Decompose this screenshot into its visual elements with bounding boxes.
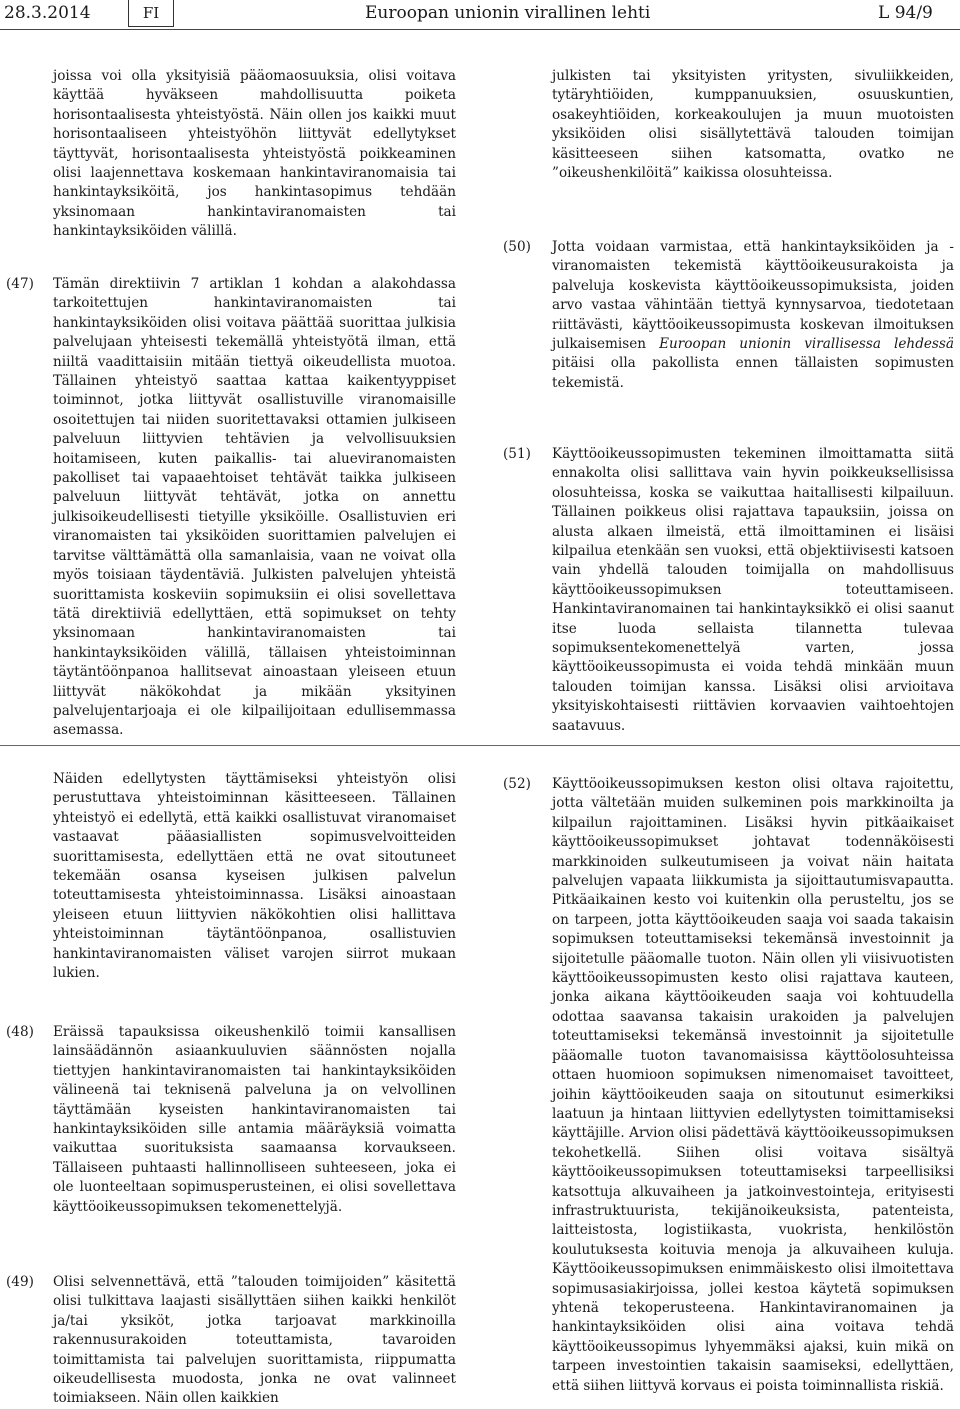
section-separator — [0, 745, 960, 746]
recital-49-text: Olisi selvennettävä, että ”talouden toimijoiden” käsitettä olisi tulkittava laajasti sisällyttäen siihen kaikki henkilöt ja/tai yksiköt, jotka tarjoavat markkinoilla rakennusurakoiden toteuttamista, tavaroiden toimittamista tai palvelujen suorittamista, riippumatta oikeudellisesta muodosta, jonka ne ovat valinneet toimiakseen. Näin ollen kaikkien — [53, 1274, 456, 1407]
header-rule — [0, 29, 960, 30]
recital-number-49: (49) — [6, 1274, 34, 1290]
language-tag: FI — [128, 0, 174, 27]
left-bottom-continuation: Näiden edellytysten täyttämiseksi yhteistyön olisi perustuttava yhteistoiminnan käsitteeseen. Tällainen yhteistyö ei edellytä, että kaikki osallistuvat viranomaiset vastaavat pääasiallisten sopimusvelvoitteiden suorittamisesta, edellyttäen että ne ovat sitoutuneet tekemään osansa kyseisen julkisen palvelun toteuttamisesta yhteistoiminnassa. Lisäksi ainoastaan yleiseen etuun liittyvien näkökohtien olisi hallittava yhteistoiminnan täytäntöönpanoa, osallistuvien hankintaviranomaisten väliset varojen siirrot mukaan lukien. — [53, 771, 456, 982]
recital-48-text: Eräissä tapauksissa oikeushenkilö toimii kansallisen lainsäädännön asiaankuuluvien säännösten nojalla tiettyjen hankintaviranomaisten tai hankintayksiköiden välineenä tai teknisenä palveluna ja on velvollinen täyttämään kyseisten hankintaviranomaisten tai hankintayksiköiden sille antamia määräyksiä voimatta vaikuttaa suorituksista saamaansa korvaukseen. Tällaiseen puhtaasti hallinnolliseen suhteeseen, joka ei ole luonteeltaan sopimusperusteinen, ei olisi sovellettava käyttöoikeussopimuksen tekomenettelyjä. — [53, 1024, 456, 1215]
recital-number-50: (50) — [503, 239, 531, 255]
recital-52-text: Käyttöoikeussopimuksen keston olisi oltava rajoitettu, jotta vältetään muiden sulkeminen pois markkinoilta ja kilpailun rajoittaminen. Lisäksi hyvin pitkäaikaiset käyttöoikeussopimukset johtavat todennäköisesti markkinoiden sulkeutumiseen ja voivat näin haitata palvelujen vapaata liikkumista ja sijoittautumisvapautta. Pitkäaikainen kesto voi kuitenkin olla perusteltu, jos se on tarpeen, jotta käyttöoikeuden saaja voi saada takaisin sopimuksen toteuttamiseksi tekemänsä investoinnit ja sijoitetulle pääomalle tuoton. Näin ollen yli viisivuotisten käyttöoikeussopimusten kesto olisi rajattava kauteen, jonka aikana käyttöoikeuden saaja voi kohtuudella odottaa saavansa takaisin urakoiden ja palvelujen toteuttamiseksi tekemänsä investoinnit ja sijoitetulle pääomalle tuoton tavanomaisissa käyttöolosuhteissa ottaen huomioon sopimuksen nimenomaiset tavoitteet, joihin käyttöoikeuden saaja on sitoutunut esimerkiksi laatuun ja hintaan liittyvien edellytysten toimittamiseksi käyttäjille. Arvion olisi pädettävä käyttöoikeussopimuksen tekohetkellä. Siihen olisi voitava sisältyä käyttöoikeussopimuksen toteuttamiseksi tarpeellisiksi katsottuja alkuvaiheen ja jatkoinvestointeja, erityisesti infrastruktuurista, tekijänoikeuksista, patenteista, laitteistosta, logistiikasta, vuokrista, henkilöstön koulutuksesta koituvia menoja ja alkuvaiheen kuluja. Käyttöoikeussopimuksen enimmäiskesto olisi ilmoitettava sopimusasiakirjoissa, jollei kestoa käytetä sopimuksen yhtenä tekoperusteena. Hankintaviranomainen ja hankintayksiköiden olisi aina voitava tehdä käyttöoikeussopimus lyhyemmäksi ajaksi, kuin mikä on tarpeen investointien takaisin saamiseksi, edellyttäen, että siihen liittyvä korvaus ei poista toiminnallista riskiä. — [552, 776, 954, 1394]
right-top-continuation: julkisten tai yksityisten yritysten, sivuliikkeiden, tytäryhtiöiden, kumppanuuksien, osuuskuntien, osakeyhtiöiden, korkeakoulujen ja muun muotoisten yksiköiden olisi sisällytettävä talouden toimijan käsitteeseen siihen katsomatta, ovatko ne ”oikeushenkilöitä” kaikissa olosuhteissa. — [552, 68, 954, 182]
recital-50-text-a: Jotta voidaan varmistaa, että hankintayksiköiden ja -viranomaisten tekemistä käyttöoikeusurakoista ja palveluja koskevista käyttöoikeussopimuksista, joiden arvo vastaa vähintään tiettyä kynnysarvoa, tiedotetaan riittävästi, käyttöoikeussopimusta koskevan ilmoituksen julkaisemisen — [552, 239, 954, 353]
recital-51-text: Käyttöoikeussopimusten tekeminen ilmoittamatta siitä ennakolta olisi sallittava vain hyvin poikkeuksellisissa olosuhteissa, koska se vaikuttaa haitallisesti kilpailuun. Tällainen poikkeus olisi rajattava tapauksiin, joissa on alusta alkaen ilmeistä, että ilmoittaminen ei lisäisi kilpailua etenkään sen vuoksi, että objektiivisesti katsoen vain yhdellä talouden toimijalla on mahdollisuus käyttöoikeussopimuksen toteuttamiseen. Hankintaviranomainen tai hankintayksikkö ei olisi saanut itse luoda sellaista tilannetta tulevaa sopimuksentekomenettelyä varten, jossa käyttöoikeussopimusta ei voida tehdä minkään muun talouden toimijan kanssa. Lisäksi olisi arvioitava yksityiskohtaisesti riittävien korvaavien vaihtoehtojen saatavuus. — [552, 446, 954, 734]
recital-47-text: Tämän direktiivin 7 artiklan 1 kohdan a alakohdassa tarkoitettujen hankintaviranomaisten tai hankintayksiköiden olisi voitava päättää suorittaa julkisia palvelujaan yhteisesti tekemällä yhteistyötä ilman, että niiltä vaadittaisiin mitään tiettyä oikeudellista muotoa. Tällainen yhteistyö saattaa kattaa kaikentyyppiset toiminnot, jotka liittyvät osallistuville viranomaisille osoitettujen tai niiden suoritettavaksi ottamien julkiseen palveluun liittyvien tehtävien ja velvollisuuksien hoitamiseen, kuten paikallis- tai alueviranomaisten pakolliset tai vapaaehtoiset tehtävät taikka julkiseen palveluun liittyvät tehtävät, jotka on annettu julkisoikeudellisesti tietyille yksiköille. Osallistuvien eri viranomaisten tai yksiköiden suorittamien palvelujen ei tarvitse välttämättä olla samanlaisia, vaan ne voivat olla myös toisiaan täydentäviä. Julkisten palvelujen yhteistä suorittamista koskeviin sopimuksiin ei olisi sovellettava tätä direktiiviä edellyttäen, että sopimukset on tehty yksinomaan hankintaviranomaisten tai hankintayksiköiden välillä, tällaisen yhteistoiminnan täytäntöönpanoa hallitsevat ainoastaan yleiseen etuun liittyvät näkökohdat ja mikään yksityinen palvelujentarjoaja ei ole kilpailijoitaan edullisemmassa asemassa. — [53, 276, 456, 739]
recital-50-text-b: pitäisi olla pakollista ennen tällaisten sopimusten tekemistä. — [552, 355, 954, 391]
journal-title: Euroopan unionin virallinen lehti — [365, 3, 651, 23]
left-top-continuation: joissa voi olla yksityisiä pääomaosuuksia, olisi voitava käyttää hyväkseen mahdollisuutta poiketa horisontaalisesta yhteistyöstä. Näin ollen jos kaikki muut horisontaaliseen yhteistyöhön liittyvät edellytykset täyttyvät, horisontaalisesta yhteistyöstä poikkeaminen olisi laajennettava koskemaan hankintaviranomaisia tai hankintayksiköitä, jos hankintasopimus tehdään yksinomaan hankintaviranomaisten tai hankintayksiköiden välillä. — [53, 68, 456, 240]
recital-50-text — [552, 238, 954, 393]
page-header — [0, 0, 960, 30]
publication-date: 28.3.2014 — [4, 3, 91, 23]
recital-number-47: (47) — [6, 276, 34, 292]
recital-number-51: (51) — [503, 446, 531, 462]
recital-50-italic-journal: Euroopan unionin virallisessa lehdessä — [659, 336, 954, 353]
recital-number-48: (48) — [6, 1024, 34, 1040]
page-reference: L 94/9 — [878, 3, 933, 23]
recital-number-52: (52) — [503, 776, 531, 792]
